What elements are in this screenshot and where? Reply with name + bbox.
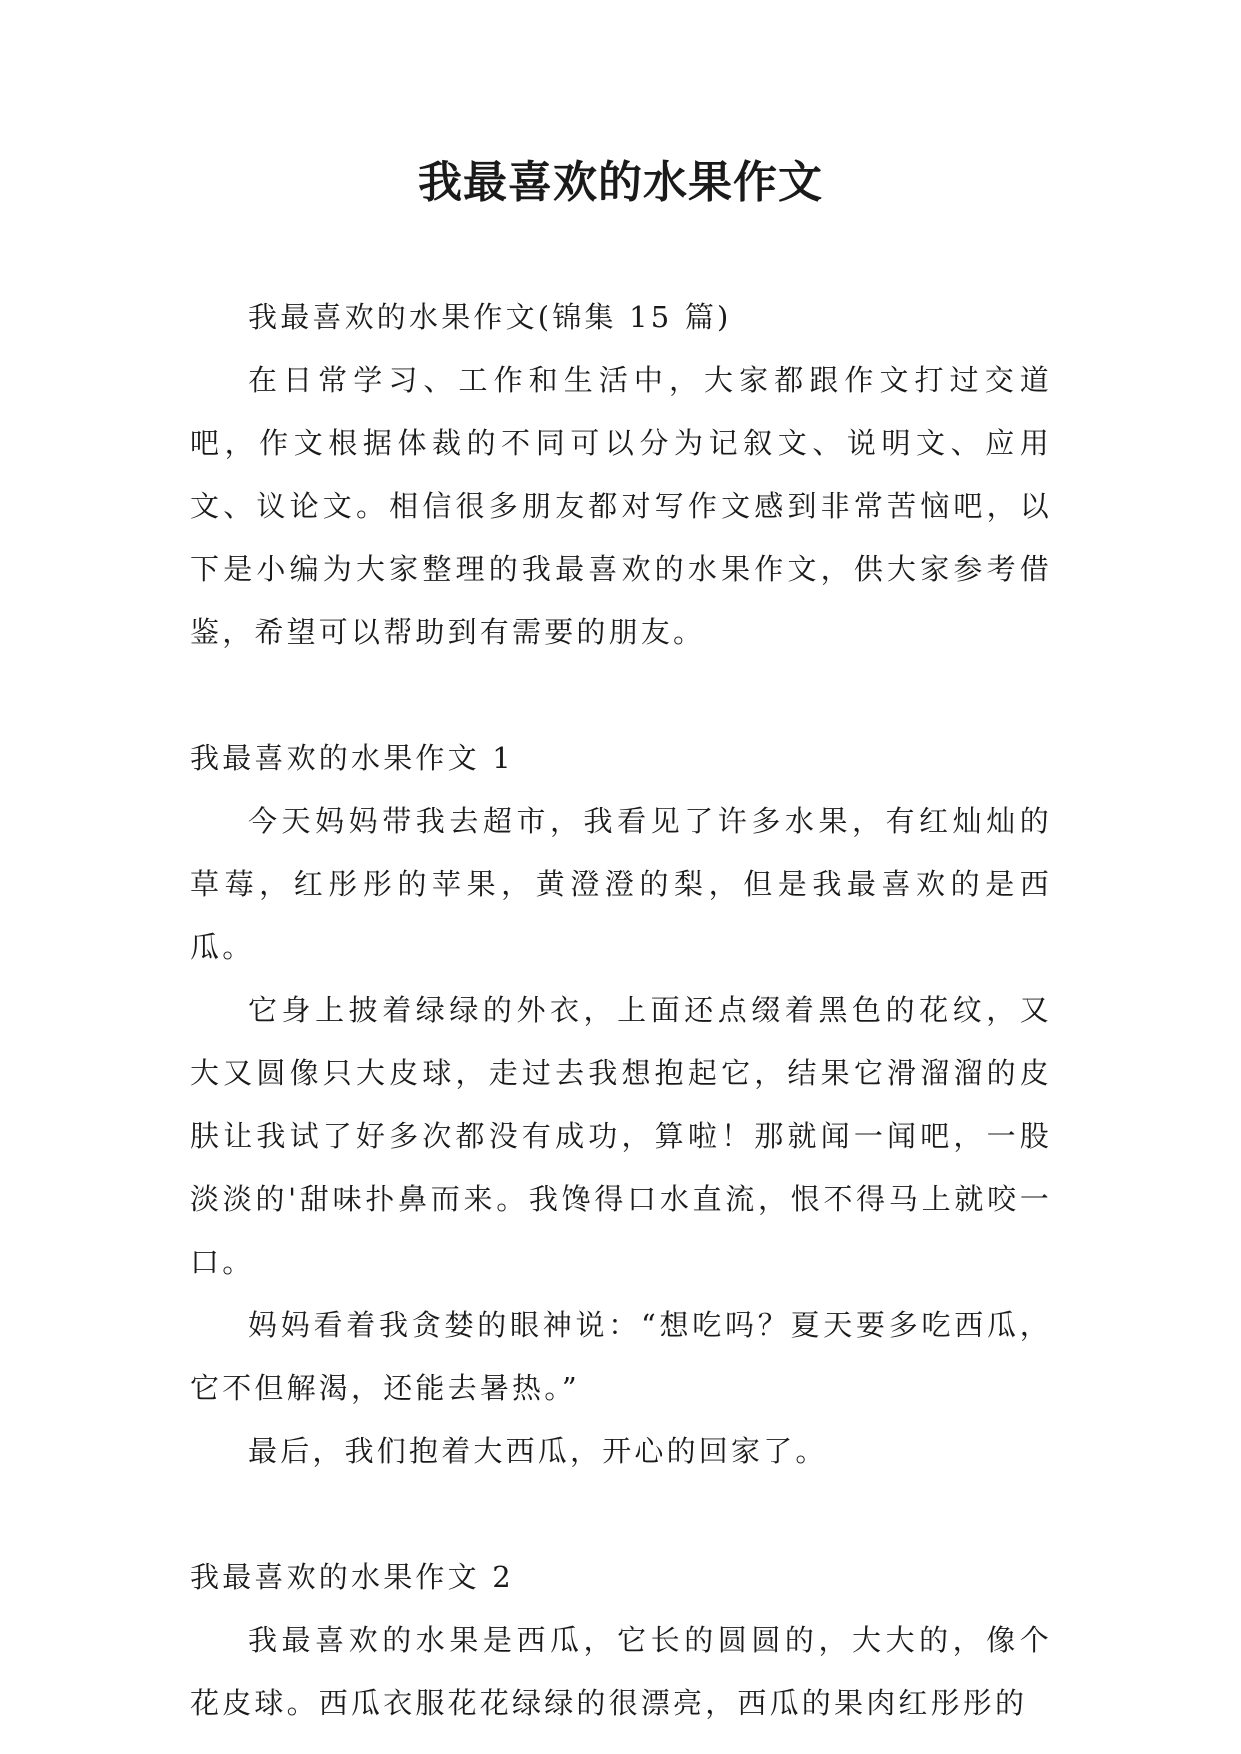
section-2-paragraph-1: 我最喜欢的水果是西瓜，它长的圆圆的，大大的，像个花皮球。西瓜衣服花花绿绿的很漂亮，西瓜的果肉红彤彤的 — [190, 1623, 1052, 1720]
section-1-paragraph-2: 它身上披着绿绿的外衣，上面还点缀着黑色的花纹，又大又圆像只大皮球，走过去我想抱起它，结果它滑溜溜的皮肤让我试了好多次都没有成功，算啦！那就闻一闻吧，一股淡淡的'甜味扑鼻而来。我馋得口水直流，恨不得马上就咬一口。 — [190, 993, 1052, 1279]
section-1-paragraph-3: 妈妈看着我贪婪的眼神说：“想吃吗？夏天要多吃西瓜，它不但解渴，还能去暑热。” — [190, 1308, 1052, 1405]
section-heading-2: 我最喜欢的水果作文 2 — [190, 1560, 514, 1594]
document-body — [190, 286, 1052, 1735]
intro-paragraph: 在日常学习、工作和生活中，大家都跟作文打过交道吧，作文根据体裁的不同可以分为记叙文、说明文、应用文、议论文。相信很多朋友都对写作文感到非常苦恼吧，以下是小编为大家整理的我最喜欢的水果作文，供大家参考借鉴，希望可以帮助到有需要的朋友。 — [190, 363, 1052, 649]
section-1-paragraph-1: 今天妈妈带我去超市，我看见了许多水果，有红灿灿的草莓，红彤彤的苹果，黄澄澄的梨，但是我最喜欢的是西瓜。 — [190, 804, 1052, 964]
section-1-paragraph-4: 最后，我们抱着大西瓜，开心的回家了。 — [248, 1434, 828, 1468]
intro-subtitle: 我最喜欢的水果作文(锦集 15 篇) — [248, 300, 732, 334]
section-spacer — [190, 664, 1052, 727]
section-spacer — [190, 1483, 1052, 1546]
section-heading-1: 我最喜欢的水果作文 1 — [190, 741, 514, 775]
document-title: 我最喜欢的水果作文 — [418, 157, 823, 208]
